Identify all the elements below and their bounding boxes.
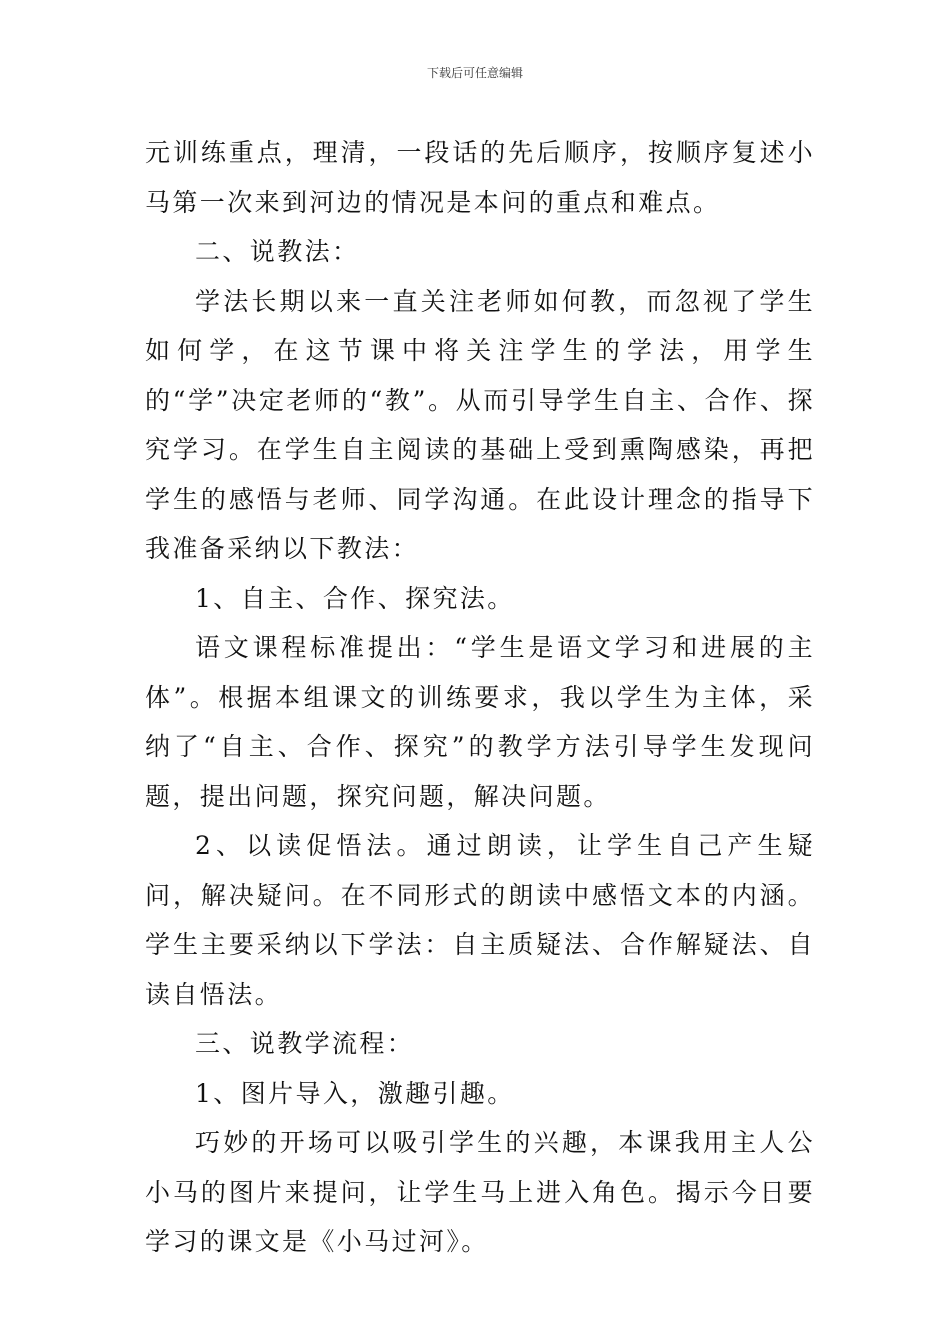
- subsection-heading: 1、图片导入，激趣引趣。: [195, 1078, 515, 1108]
- page-header: 下载后可任意编辑: [426, 66, 523, 80]
- paragraph: 学法长期以来一直关注老师如何教，而忽视了学生如何学，在这节课中将关注学生的学法，用学生的“学”决定老师的“教”。从而引导学生自主、合作、探究学习。在学生自主阅读的基础上受到熏陶感染，再把学生的感悟与老师、同学沟通。在此设计理念的指导下我准备采纳以下教法：: [145, 286, 815, 563]
- document-body: [145, 128, 815, 1267]
- paragraph: 元训练重点，理清，一段话的先后顺序，按顺序复述小马第一次来到河边的情况是本问的重点和难点。: [145, 138, 815, 217]
- paragraph: 2、以读促悟法。通过朗读，让学生自己产生疑问，解决疑问。在不同形式的朗读中感悟文本的内涵。学生主要采纳以下学法：自主质疑法、合作解疑法、自读自悟法。: [145, 831, 815, 1009]
- section-heading: 三、说教学流程：: [195, 1029, 415, 1058]
- section-heading: 二、说教法：: [195, 237, 360, 266]
- subsection-heading: 1、自主、合作、探究法。: [195, 583, 515, 613]
- paragraph: 巧妙的开场可以吸引学生的兴趣，本课我用主人公小马的图片来提问，让学生马上进入角色。揭示今日要学习的课文是《小马过河》。: [145, 1128, 815, 1256]
- paragraph: 语文课程标准提出：“学生是语文学习和进展的主体”。根据本组课文的训练要求，我以学生为主体，采纳了“自主、合作、探究”的教学方法引导学生发现问题，提出问题，探究问题，解决问题。: [145, 633, 815, 811]
